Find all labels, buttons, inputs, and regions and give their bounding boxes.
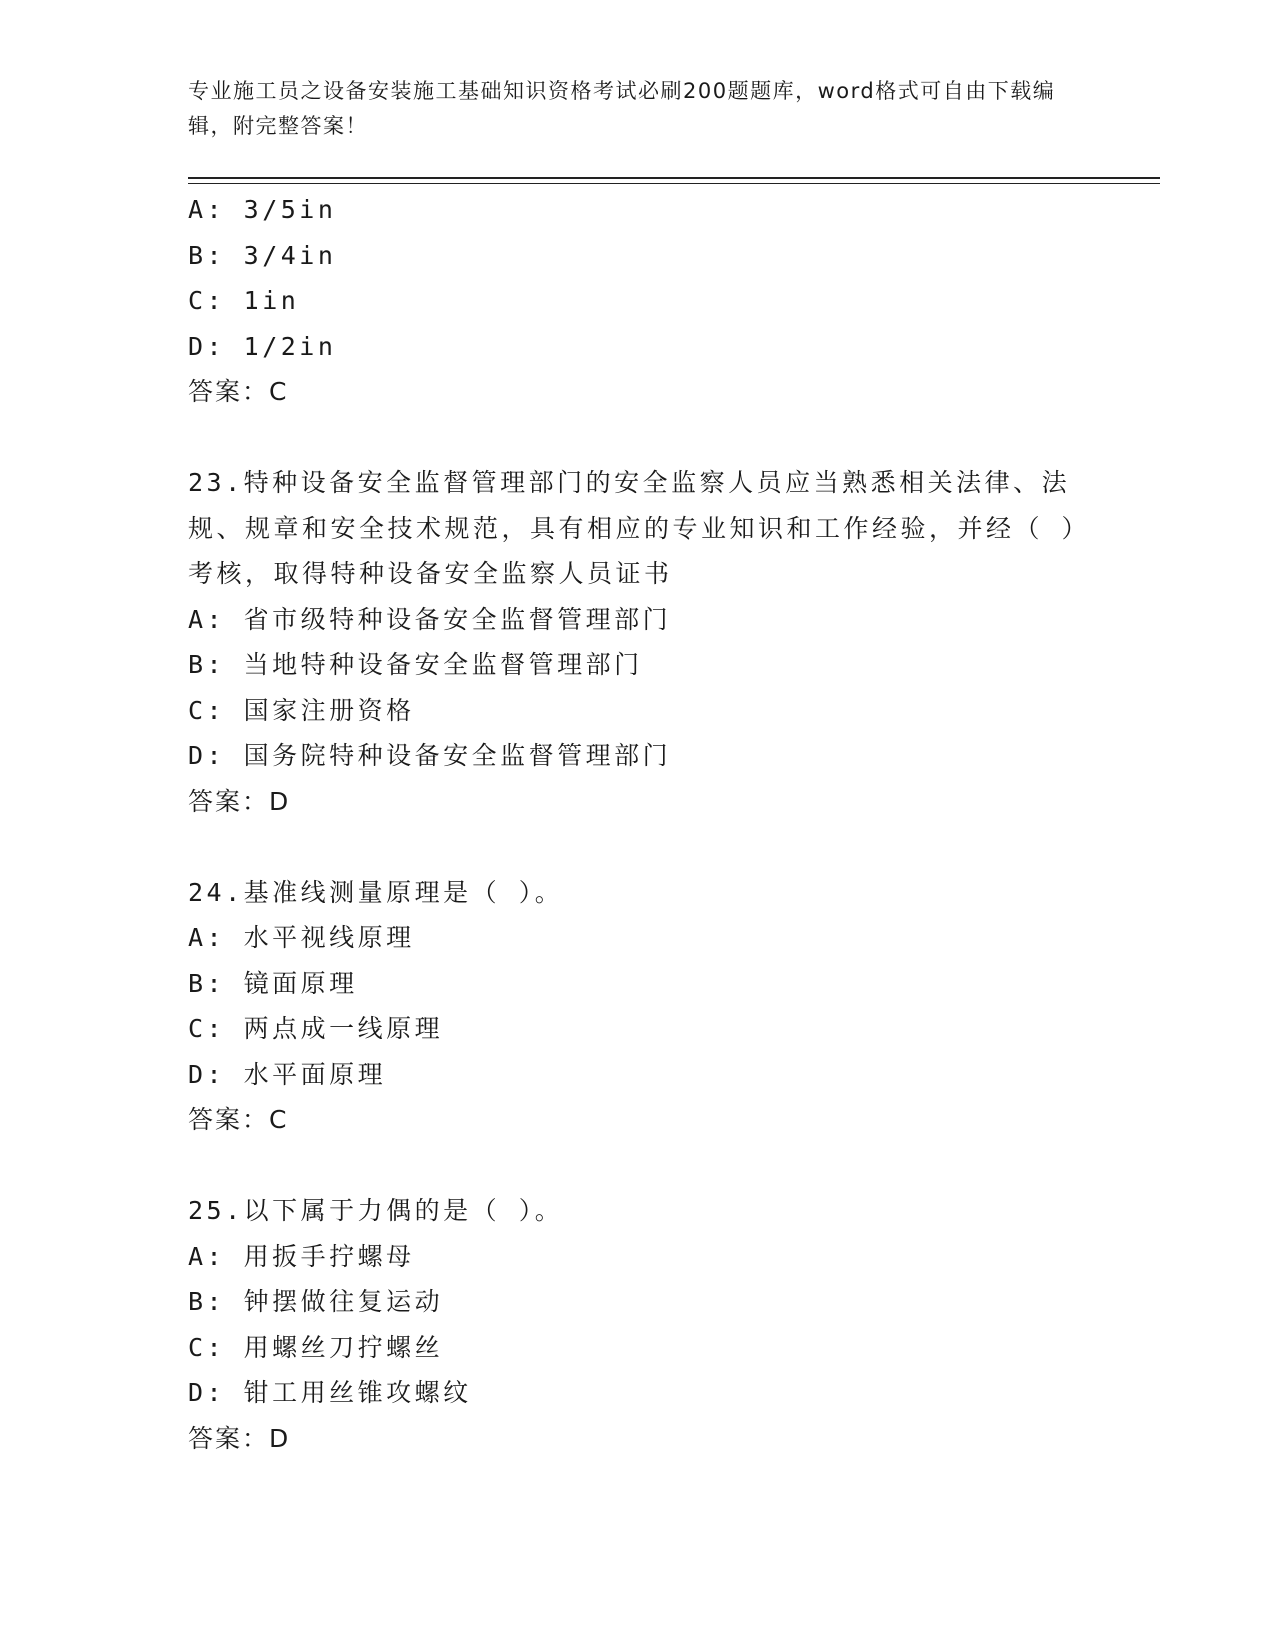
option-c: C: 两点成一线原理	[188, 1014, 444, 1043]
question-23	[188, 460, 1088, 824]
question-stem: 23.特种设备安全监督管理部门的安全监察人员应当熟悉相关法律、法规、规章和安全技术规范，具有相应的专业知识和工作经验，并经（ ）考核，取得特种设备安全监察人员证书	[188, 468, 1078, 588]
option-b: B: 钟摆做往复运动	[188, 1287, 444, 1316]
option-a: A: 省市级特种设备安全监督管理部门	[188, 604, 672, 634]
question-stem: 24.基准线测量原理是（ ）。	[188, 877, 564, 907]
option-b: B: 镜面原理	[188, 968, 358, 998]
option-c: C: 国家注册资格	[188, 695, 415, 725]
option-d: D: 水平面原理	[188, 1059, 387, 1089]
header-divider-thin	[188, 183, 1160, 184]
option-d: D: 国务院特种设备安全监督管理部门	[188, 741, 672, 770]
option-a: A: 水平视线原理	[188, 923, 415, 952]
answer: 答案：C	[188, 377, 289, 406]
option-c: C: 用螺丝刀拧螺丝	[188, 1332, 444, 1362]
option-a: A: 用扳手拧螺母	[188, 1241, 415, 1271]
answer: 答案：D	[188, 786, 291, 816]
option-b: B: 3/4in	[188, 240, 337, 270]
answer: 答案：D	[188, 1423, 291, 1453]
question-24	[188, 870, 1088, 1143]
option-c: C: 1in	[188, 286, 300, 315]
header-divider-thick	[188, 177, 1160, 179]
answer: 答案：C	[188, 1105, 289, 1134]
question-25	[188, 1188, 1088, 1461]
option-d: D: 1/2in	[188, 331, 337, 361]
document-header: 专业施工员之设备安装施工基础知识资格考试必刷200题题库，word格式可自由下载编辑，附完整答案！	[188, 79, 1056, 138]
option-b: B: 当地特种设备安全监督管理部门	[188, 650, 643, 679]
document-body	[188, 187, 1088, 1461]
option-d: D: 钳工用丝锥攻螺纹	[188, 1378, 472, 1407]
question-stem: 25.以下属于力偶的是（ ）。	[188, 1196, 564, 1225]
option-a: A: 3/5in	[188, 195, 337, 224]
question-22-tail	[188, 187, 1088, 415]
